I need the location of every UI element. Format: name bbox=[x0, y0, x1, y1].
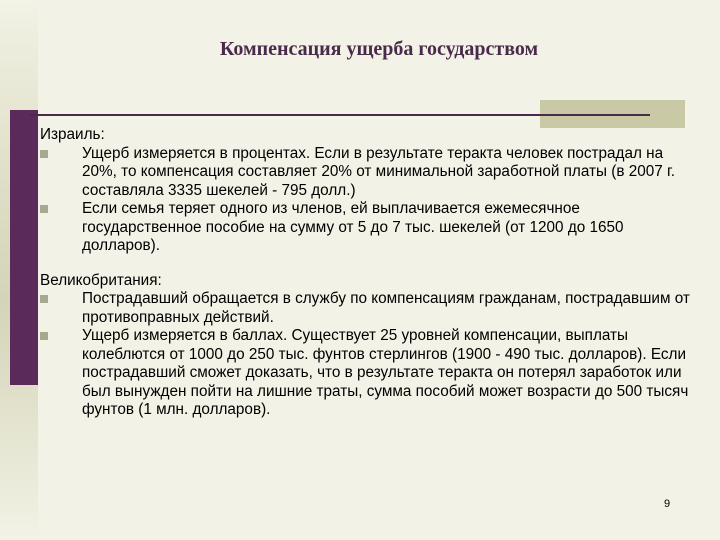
square-bullet-icon bbox=[40, 295, 48, 303]
square-bullet-icon bbox=[40, 332, 48, 340]
list-item bbox=[40, 290, 690, 327]
page-number: 9 bbox=[664, 498, 671, 510]
bullet-list bbox=[40, 290, 690, 420]
section-heading: Израиль: bbox=[40, 126, 105, 143]
title-divider bbox=[30, 114, 650, 116]
list-item bbox=[40, 145, 690, 201]
list-item bbox=[40, 327, 690, 420]
slide-title: Компенсация ущерба государством bbox=[219, 38, 539, 60]
left-accent-stripe bbox=[10, 110, 38, 385]
bullet-text: Если семья теряет одного из членов, ей выплачивается ежемесячное государственное пособие на сумму от 5 до 7 тыс. шекелей (от 1200 до 1650 долларов). bbox=[82, 200, 624, 254]
left-decorative-bar bbox=[0, 0, 38, 540]
bullet-text: Ущерб измеряется в баллах. Существует 25 уровней компенсации, выплаты колеблются от 1000 до 250 тыс. фунтов стерлингов (1900 - 490 тыс. долларов). Если пострадавший сможет доказать, что в результате теракта он потерял заработок или был вынужден пойти на лишние траты, сумма пособий может возрасти до 500 тысяч фунтов (1 млн. долларов). bbox=[82, 327, 689, 418]
section-israel bbox=[40, 126, 690, 256]
bullet-text: Пострадавший обращается в службу по компенсациям гражданам, пострадавшим от противоправных действий. bbox=[82, 290, 690, 326]
bullet-list bbox=[40, 145, 690, 256]
square-bullet-icon bbox=[40, 205, 48, 213]
slide-content bbox=[40, 126, 690, 420]
list-item bbox=[40, 200, 690, 256]
bullet-text: Ущерб измеряется в процентах. Если в результате теракта человек пострадал на 20%, то компенсация составляет 20% от минимальной заработной платы (в 2007 г. составляла 3335 шекелей - 795 долл.) bbox=[82, 144, 675, 199]
square-bullet-icon bbox=[40, 150, 48, 158]
section-uk bbox=[40, 272, 690, 420]
section-heading: Великобритания: bbox=[40, 271, 162, 289]
